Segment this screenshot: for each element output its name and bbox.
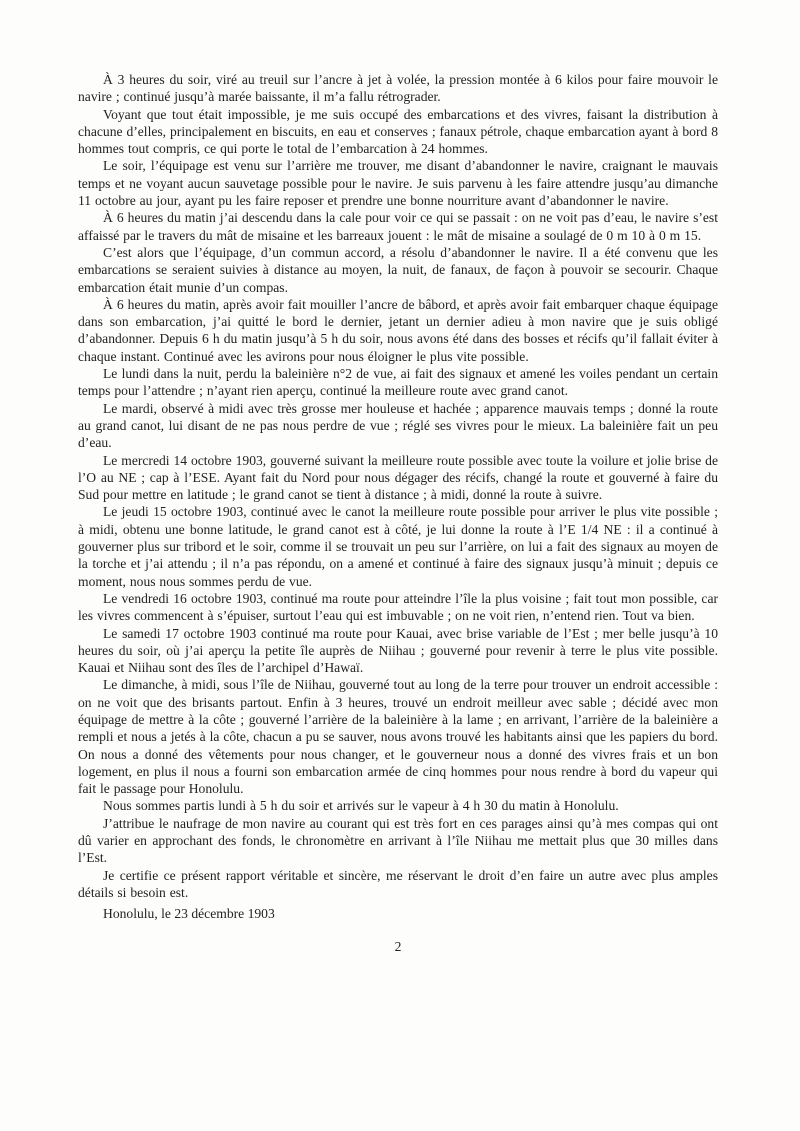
paragraph: Je certifie ce présent rapport véritable et sincère, me réservant le droit d’en faire un autre avec plus amples détails si besoin est. (78, 867, 718, 900)
paragraph: Le samedi 17 octobre 1903 continué ma route pour Kauai, avec brise variable de l’Est ; mer belle jusqu’à 10 heures du soir, où j’ai aperçu la petite île auprès de Niihau ; gouverné pour revenir à terre le plus vite possible. Kauai et Niihau sont des îles de l’archipel d’Hawaï. (78, 625, 718, 676)
paragraph: Nous sommes partis lundi à 5 h du soir et arrivés sur le vapeur à 4 h 30 du matin à Honolulu. (103, 798, 619, 814)
paragraph: C’est alors que l’équipage, d’un commun accord, a résolu d’abandonner le navire. Il a été convenu que les embarcations se seraient suivies à distance au moyen, la nuit, de fanaux, de façon à pouvoir se secourir. Chaque embarcation était munie d’un compas. (78, 244, 718, 295)
paragraph: À 6 heures du matin, après avoir fait mouiller l’ancre de bâbord, et après avoir fait embarquer chaque équipage dans son embarcation, j’ai quitté le bord le dernier, jetant un dernier adieu à mon navire que je suis obligé d’abandonner. Depuis 6 h du matin jusqu’à 5 h du soir, nous avons été dans des bosses et récifs qu’il fallait éviter à chaque instant. Continué avec les avirons pour nous éloigner le plus vite possible. (78, 296, 718, 364)
page-number: 2 (394, 938, 402, 954)
closing-date-line: Honolulu, le 23 décembre 1903 (103, 906, 275, 922)
paragraph: Le soir, l’équipage est venu sur l’arrière me trouver, me disant d’abandonner le navire, craignant le mauvais temps et ne voyant aucun sauvetage possible pour le navire. Je suis parvenu à les faire attendre jusqu’au dimanche 11 octobre au jour, ayant pu les faire reposer et prendre une bonne nourriture avant d’abandonner le navire. (78, 158, 718, 209)
paragraph: Le vendredi 16 octobre 1903, continué ma route pour atteindre l’île la plus voisine ; fait tout mon possible, car les vivres commencent à s’épuiser, surtout l’eau qui est imbuvable ; on ne voit rien, n’entend rien. Tout va bien. (78, 590, 718, 624)
paragraph: À 6 heures du matin j’ai descendu dans la cale pour voir ce qui se passait : on ne voit pas d’eau, le navire s’est affaissé par le travers du mât de misaine et les barreaux jouent : le mât de misaine a soulagé de 0 m 10 à 0 m 15. (78, 210, 718, 243)
paragraph: J’attribue le naufrage de mon navire au courant qui est très fort en ces parages ainsi qu’à mes compas qui ont dû varier en approchant des fonds, le chronomètre en arrivant à l’île Niihau me mettait plus que 30 milles dans l’Est. (78, 815, 718, 866)
paragraph: Le jeudi 15 octobre 1903, continué avec le canot la meilleure route possible pour arriver le plus vite possible ; à midi, obtenu une bonne latitude, le grand canot est à côté, je lui donne la route à l’E 1/4 NE : il a continué à gouverner plus sur tribord et le soir, comme il se trouvait un peu sur l’arrière, on lui a fait des signaux au moyen de la torche et j’ai attendu ; il n’a pas répondu, on a amené et continué à faire des signaux jusqu’à minuit ; depuis ce moment, nous nous sommes perdu de vue. (78, 504, 718, 589)
paragraph: Le mardi, observé à midi avec très grosse mer houleuse et hachée ; apparence mauvais temps ; donné la route au grand canot, lui disant de ne pas nous perdre de vue ; réglé ses vivres pour le mieux. La baleinière fait un peu d’eau. (78, 400, 718, 451)
paragraphs-container (78, 71, 718, 901)
paragraph: Le dimanche, à midi, sous l’île de Niihau, gouverné tout au long de la terre pour trouver un endroit accessible : on ne voit que des brisants partout. Enfin à 3 heures, trouvé un endroit meilleur avec sable ; décidé avec mon équipage de mettre à la côte ; gouverné l’arrière de la baleinière à la lame ; en arrivant, l’arrière de la baleinière a rempli et nous a jetés à la côte, chacun a pu se sauver, nous avons trouvé les habitants ainsi que les papiers du bord. On nous a donné des vêtements pour nous changer, et le gouverneur nous a donné des vivres frais et un bon logement, en plus il nous a fourni son embarcation armée de cinq hommes pour nous rendre à bord du vapeur qui fait le passage pour Honolulu. (78, 677, 718, 797)
paragraph: À 3 heures du soir, viré au treuil sur l’ancre à jet à volée, la pression montée à 6 kilos pour faire mouvoir le navire ; continué jusqu’à marée baissante, il m’a fallu rétrograder. (78, 72, 718, 105)
paragraph: Le lundi dans la nuit, perdu la baleinière n°2 de vue, ai fait des signaux et amené les voiles pendant un certain temps pour l’attendre ; n’ayant rien aperçu, continué la meilleure route avec grand canot. (78, 366, 718, 399)
paragraph: Le mercredi 14 octobre 1903, gouverné suivant la meilleure route possible avec toute la voilure et jolie brise de l’O au NE ; cap à l’ESE. Ayant fait du Nord pour nous dégager des récifs, changé la route et gouverné à faire du Sud pour mettre en latitude ; le grand canot se tient à distance ; à midi, donné la route à suivre. (78, 452, 718, 503)
paragraph: Voyant que tout était impossible, je me suis occupé des embarcations et des vivres, faisant la distribution à chacune d’elles, principalement en biscuits, en eau et conserves ; fanaux pétrole, chaque embarcation ayant à bord 8 hommes tout compris, ce qui porte le total de l’embarcation à 24 hommes. (78, 106, 718, 157)
